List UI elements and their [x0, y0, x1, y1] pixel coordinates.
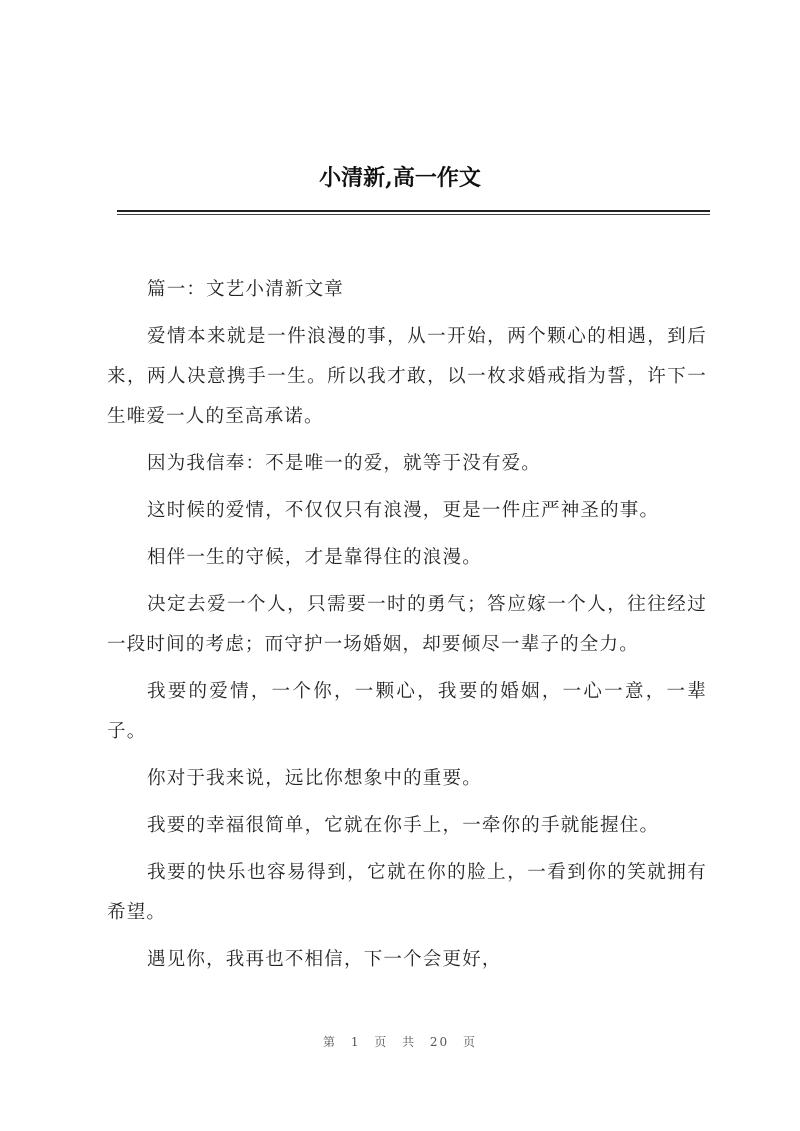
paragraph: 相伴一生的守候，才是靠得住的浪漫。 — [147, 547, 482, 568]
document-body — [107, 270, 707, 987]
paragraph: 这时候的爱情，不仅仅只有浪漫，更是一件庄严神圣的事。 — [147, 500, 660, 521]
page-number-footer: 第 1 页 共 20 页 — [323, 1035, 477, 1049]
paragraph: 我要的快乐也容易得到，它就在你的脸上，一看到你的笑就拥有希望。 — [107, 862, 707, 923]
title-underline — [117, 210, 710, 212]
paragraph: 因为我信奉：不是唯一的爱，就等于没有爱。 — [147, 453, 542, 474]
section-heading: 篇一：文艺小清新文章 — [147, 279, 345, 300]
paragraph: 我要的幸福很简单，它就在你手上，一牵你的手就能握住。 — [147, 815, 660, 836]
paragraph: 我要的爱情，一个你，一颗心，我要的婚姻，一心一意，一辈子。 — [107, 681, 707, 742]
paragraph: 遇见你，我再也不相信，下一个会更好， — [147, 949, 502, 970]
paragraph: 爱情本来就是一件浪漫的事，从一开始，两个颗心的相遇，到后来，两人决意携手一生。所以我才敢，以一枚求婚戒指为誓，许下一生唯爱一人的至高承诺。 — [107, 326, 707, 427]
document-title: 小清新,高一作文 — [319, 165, 481, 191]
paragraph: 你对于我来说，远比你想象中的重要。 — [147, 768, 482, 789]
title-underline-thin — [117, 214, 710, 215]
paragraph: 决定去爱一个人，只需要一时的勇气；答应嫁一个人，往往经过一段时间的考虑；而守护一场婚姻，却要倾尽一辈子的全力。 — [107, 594, 707, 655]
